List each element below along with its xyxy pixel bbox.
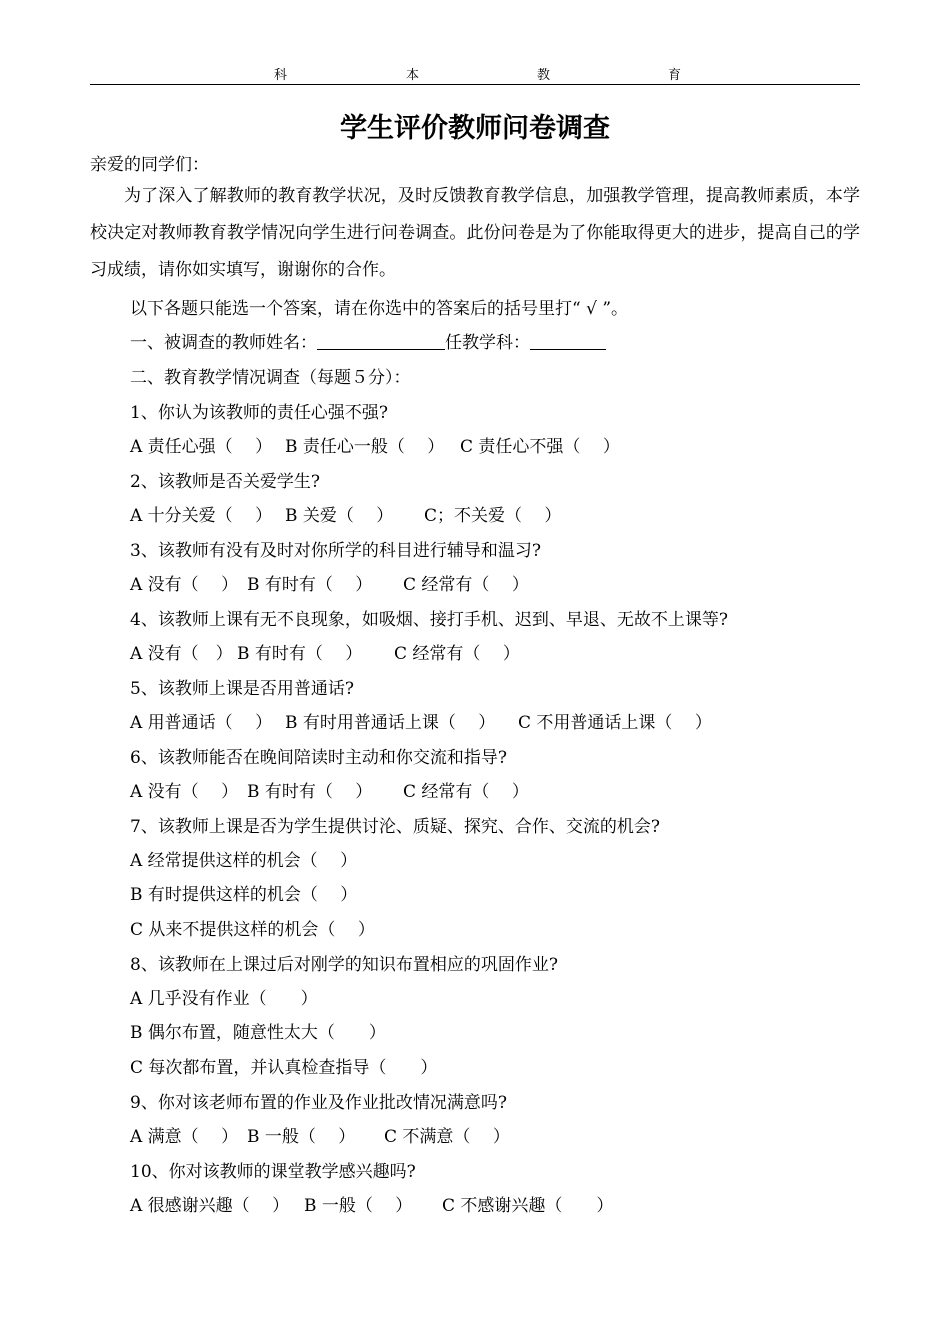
option-a[interactable]: A 十分关爱（ ） [130, 506, 273, 526]
question-10: 10、你对该教师的课堂教学感兴趣吗? [130, 1162, 416, 1182]
option-c[interactable]: C 责任心不强（ ） [460, 437, 620, 457]
option-a[interactable]: A 没有（ ） [130, 782, 239, 802]
option-b[interactable]: B 责任心一般（ ） [285, 437, 445, 457]
header-char: 教 [537, 68, 551, 83]
option-a[interactable]: A 很感谢兴趣（ ） [130, 1196, 290, 1216]
option-b[interactable]: B 偶尔布置，随意性太大（ ） [130, 1023, 386, 1043]
header-char: 育 [668, 68, 682, 83]
question-7: 7、该教师上课是否为学生提供讨沦、质疑、探究、合作、交流的机会? [130, 817, 660, 837]
question-1: 1、你认为该教师的责任心强不强? [130, 403, 388, 423]
option-b[interactable]: B 一般（ ） [304, 1196, 413, 1216]
option-a[interactable]: A 没有（ ） [130, 575, 239, 595]
question-3: 3、该教师有没有及时对你所学的科目进行辅导和温习? [130, 541, 541, 561]
option-b[interactable]: B 有时提供这样的机会（ ） [130, 885, 358, 905]
option-b[interactable]: B 有时有（ ） [237, 644, 363, 664]
option-c[interactable]: C 不感谢兴趣（ ） [442, 1196, 614, 1216]
option-b[interactable]: B 有时有（ ） [247, 782, 373, 802]
option-c[interactable]: C；不关爱（ ） [424, 506, 562, 526]
teacher-name-label: 一、被调查的教师姓名： [130, 333, 317, 353]
option-b[interactable]: B 一般（ ） [247, 1127, 356, 1147]
header-char: 科 [274, 68, 288, 83]
document-title: 学生评价教师问卷调查 [340, 113, 610, 144]
option-a[interactable]: A 经常提供这样的机会（ ） [130, 851, 358, 871]
teacher-name-blank[interactable] [317, 331, 445, 350]
option-a[interactable]: A 没有（ ） [130, 644, 233, 664]
question-5: 5、该教师上课是否用普通话? [130, 679, 354, 699]
option-c[interactable]: C 经常有（ ） [394, 644, 520, 664]
question-4: 4、该教师上课有无不良现象，如吸烟、接打手机、迟到、早退、无故不上课等? [130, 610, 728, 630]
question-6: 6、该教师能否在晚间陪读时主动和你交流和指导? [130, 748, 507, 768]
question-8: 8、该教师在上课过后对刚学的知识布置相应的巩固作业? [130, 955, 558, 975]
greeting: 亲爱的同学们： [90, 155, 209, 175]
option-b[interactable]: B 关爱（ ） [285, 506, 394, 526]
option-a[interactable]: A 用普通话（ ） [130, 713, 273, 733]
question-9: 9、你对该老师布置的作业及作业批改情况满意吗? [130, 1093, 507, 1113]
instruction: 以下各题只能选一个答案，请在你选中的答案后的括号里打“ √ ”。 [130, 299, 629, 319]
option-a[interactable]: A 几乎没有作业（ ） [130, 989, 318, 1009]
option-a[interactable]: A 满意（ ） [130, 1127, 239, 1147]
option-c[interactable]: C 经常有（ ） [403, 575, 529, 595]
subject-label: 任教学科： [445, 333, 530, 353]
header-char: 本 [406, 68, 420, 83]
option-c[interactable]: C 经常有（ ） [403, 782, 529, 802]
section-2-heading: 二、教育教学情况调查（每题５分）： [130, 368, 411, 388]
subject-blank[interactable] [530, 331, 606, 350]
question-2: 2、该教师是否关爱学生? [130, 472, 320, 492]
option-c[interactable]: C 每次都布置，并认真检查指导（ ） [130, 1058, 438, 1078]
option-a[interactable]: A 责任心强（ ） [130, 437, 273, 457]
option-b[interactable]: B 有时有（ ） [247, 575, 373, 595]
page-header [90, 62, 860, 85]
intro-paragraph: 为了深入了解教师的教育教学状况，及时反馈教育教学信息，加强教学管理，提高教师素质，本学校决定对教师教育教学情况向学生进行问卷调查。此份问卷是为了你能取得更大的进步，提高自己的学习成绩，请你如实填写，谢谢你的合作。 [90, 186, 860, 280]
option-c[interactable]: C 从来不提供这样的机会（ ） [130, 920, 375, 940]
section-1 [130, 328, 606, 353]
option-c[interactable]: C 不用普通话上课（ ） [518, 713, 712, 733]
option-c[interactable]: C 不满意（ ） [384, 1127, 510, 1147]
option-b[interactable]: B 有时用普通话上课（ ） [285, 713, 496, 733]
